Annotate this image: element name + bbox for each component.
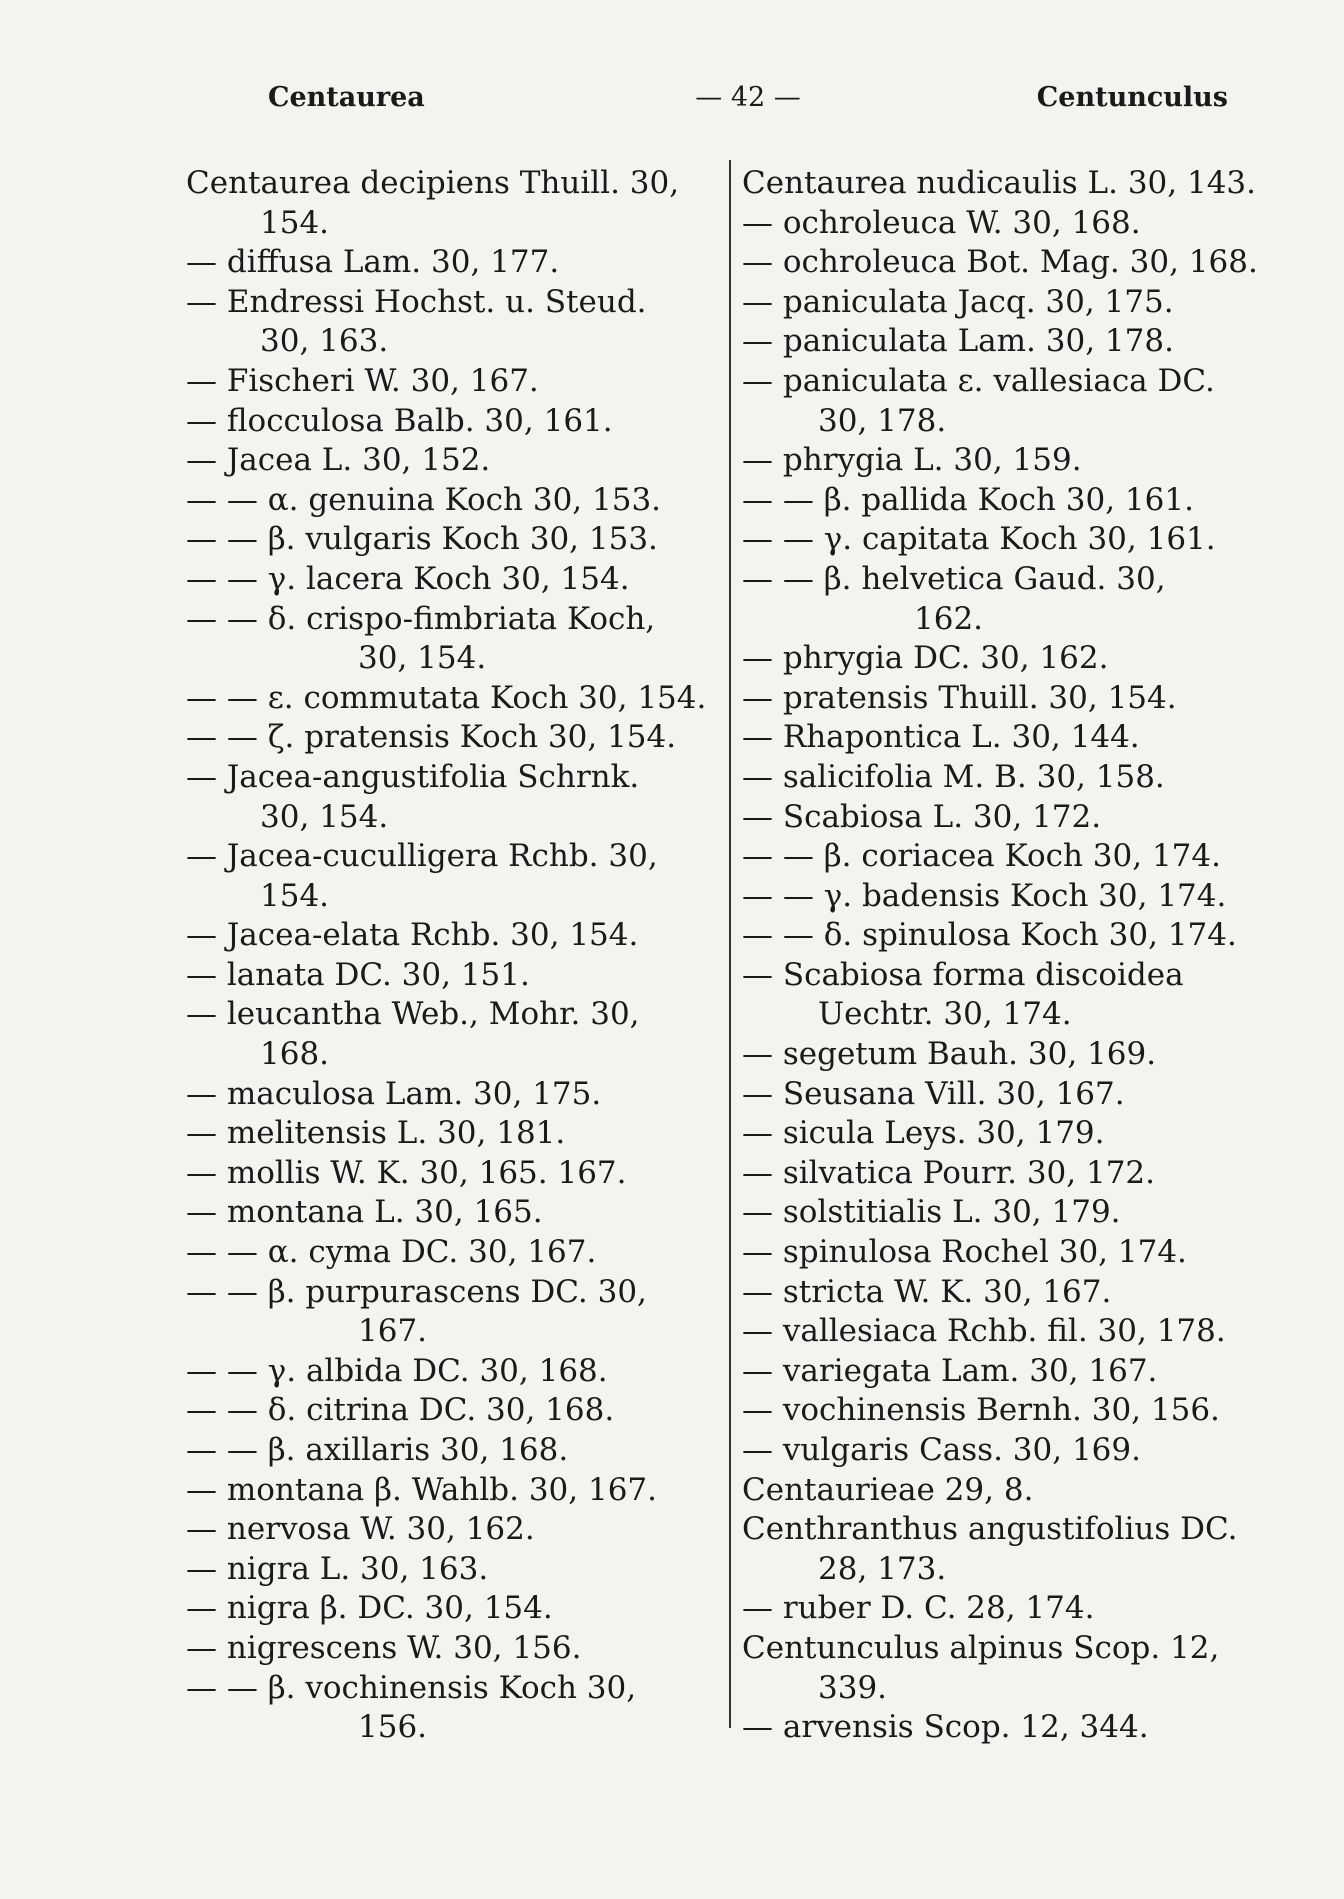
index-entry: — — γ. capitata Koch 30, 161. [742,521,1216,558]
header-left-term: Centaurea [268,82,425,113]
index-entry-continuation: 30, 154. [358,640,487,677]
index-entry: Centunculus alpinus Scop. 12, [742,1629,1220,1666]
index-entry: — — δ. citrina DC. 30, 168. [186,1392,615,1429]
index-entry-continuation: 162. [914,600,984,637]
index-entry: — paniculata ε. vallesiaca DC. [742,362,1215,399]
index-entry: — nervosa W. 30, 162. [186,1511,535,1548]
index-entry: — spinulosa Rochel 30, 174. [742,1234,1187,1271]
index-entry-continuation: 154. [260,204,330,241]
index-entry: — — β. pallida Koch 30, 161. [742,481,1194,518]
index-entry: — silvatica Pourr. 30, 172. [742,1154,1156,1191]
page-number: — 42 — [695,82,801,113]
index-entry: — stricta W. K. 30, 167. [742,1273,1112,1310]
index-entry: — — γ. badensis Koch 30, 174. [742,877,1227,914]
index-entry-continuation: 30, 163. [260,323,389,360]
running-header [268,82,1228,126]
index-entry: — nigrescens W. 30, 156. [186,1629,582,1666]
index-entry: — — α. cyma DC. 30, 167. [186,1234,597,1271]
index-entry: — Endressi Hochst. u. Steud. [186,283,647,320]
index-entry: — ochroleuca W. 30, 168. [742,204,1141,241]
index-entry: — segetum Bauh. 30, 169. [742,1036,1157,1073]
index-entry: — — β. coriacea Koch 30, 174. [742,838,1221,875]
index-entry: — montana L. 30, 165. [186,1194,543,1231]
index-entry: — vochinensis Bernh. 30, 156. [742,1392,1220,1429]
right-column [742,164,1292,1748]
index-entry-continuation: 339. [818,1669,888,1706]
column-divider [729,160,731,1728]
index-entry: — montana β. Wahlb. 30, 167. [186,1471,658,1508]
index-entry: — vallesiaca Rchb. fil. 30, 178. [742,1313,1226,1350]
index-entry: — — β. helvetica Gaud. 30, [742,560,1166,597]
index-entry: — ruber D. C. 28, 174. [742,1590,1095,1627]
index-entry-continuation: 168. [260,1036,330,1073]
index-entry: — sicula Leys. 30, 179. [742,1115,1105,1152]
index-entry: — — γ. albida DC. 30, 168. [186,1352,608,1389]
index-entry: — — δ. crispo-fimbriata Koch, [186,600,656,637]
index-entry: — — β. axillaris 30, 168. [186,1432,569,1468]
index-entry: — Fischeri W. 30, 167. [186,362,539,399]
index-entry: — — β. vulgaris Koch 30, 153. [186,521,658,558]
header-right-term: Centunculus [1036,82,1228,113]
index-entry: — flocculosa Balb. 30, 161. [186,402,613,439]
index-entry: Centaurieae 29, 8. [742,1471,1034,1508]
index-entry: — paniculata Jacq. 30, 175. [742,283,1174,320]
index-entry: — paniculata Lam. 30, 178. [742,323,1174,360]
index-entry: — pratensis Thuill. 30, 154. [742,679,1177,716]
index-entry: — Jacea L. 30, 152. [186,442,491,479]
index-entry: — phrygia L. 30, 159. [742,442,1082,479]
index-entry: — variegata Lam. 30, 167. [742,1352,1158,1389]
index-entry: — mollis W. K. 30, 165. 167. [186,1154,627,1191]
index-entry: — — δ. spinulosa Koch 30, 174. [742,917,1237,954]
index-entry-continuation: 156. [358,1709,428,1746]
index-entry: — Jacea-elata Rchb. 30, 154. [186,917,639,954]
index-entry: — Jacea-cuculligera Rchb. 30, [186,838,658,875]
index-entry: — — β. vochinensis Koch 30, [186,1669,637,1706]
left-column [186,164,724,1748]
index-entry: — salicifolia M. B. 30, 158. [742,758,1165,795]
index-entry: — maculosa Lam. 30, 175. [186,1075,602,1112]
index-entry: — nigra L. 30, 163. [186,1550,489,1587]
index-entry: — arvensis Scop. 12, 344. [742,1709,1149,1746]
index-entry: — Rhapontica L. 30, 144. [742,719,1140,756]
index-entry: Centaurea decipiens Thuill. 30, [186,165,680,201]
index-entry: — Seusana Vill. 30, 167. [742,1075,1125,1112]
index-entry-continuation: 154. [260,877,330,914]
index-entry: — melitensis L. 30, 181. [186,1115,566,1152]
index-entry-continuation: 30, 154. [260,798,389,835]
index-entry: — Scabiosa forma discoidea [742,956,1184,993]
index-entry: — leucantha Web., Mohr. 30, [186,996,640,1033]
index-entry: — — α. genuina Koch 30, 153. [186,481,662,518]
index-entry-continuation: 167. [358,1313,428,1350]
index-entry: — Scabiosa L. 30, 172. [742,798,1102,835]
index-entry: — solstitialis L. 30, 179. [742,1194,1121,1231]
index-entry-continuation: Uechtr. 30, 174. [818,996,1072,1033]
index-entry: — nigra β. DC. 30, 154. [186,1590,553,1627]
index-entry: — phrygia DC. 30, 162. [742,640,1109,677]
index-entry: — Jacea-angustifolia Schrnk. [186,758,640,795]
index-entry: — — γ. lacera Koch 30, 154. [186,560,630,597]
index-entry: — — ζ. pratensis Koch 30, 154. [186,719,677,756]
index-entry: Centhranthus angustifolius DC. [742,1511,1238,1548]
index-entry: — lanata DC. 30, 151. [186,956,530,993]
index-entry-continuation: 30, 178. [818,402,947,439]
index-entry: — vulgaris Cass. 30, 169. [742,1432,1141,1468]
index-entry: Centaurea nudicaulis L. 30, 143. [742,165,1256,201]
index-entry: — — ε. commutata Koch 30, 154. [186,679,707,716]
index-entry: — ochroleuca Bot. Mag. 30, 168. [742,244,1258,281]
index-entry: — diffusa Lam. 30, 177. [186,244,560,281]
index-entry: — — β. purpurascens DC. 30, [186,1273,647,1310]
index-entry-continuation: 28, 173. [818,1550,947,1587]
